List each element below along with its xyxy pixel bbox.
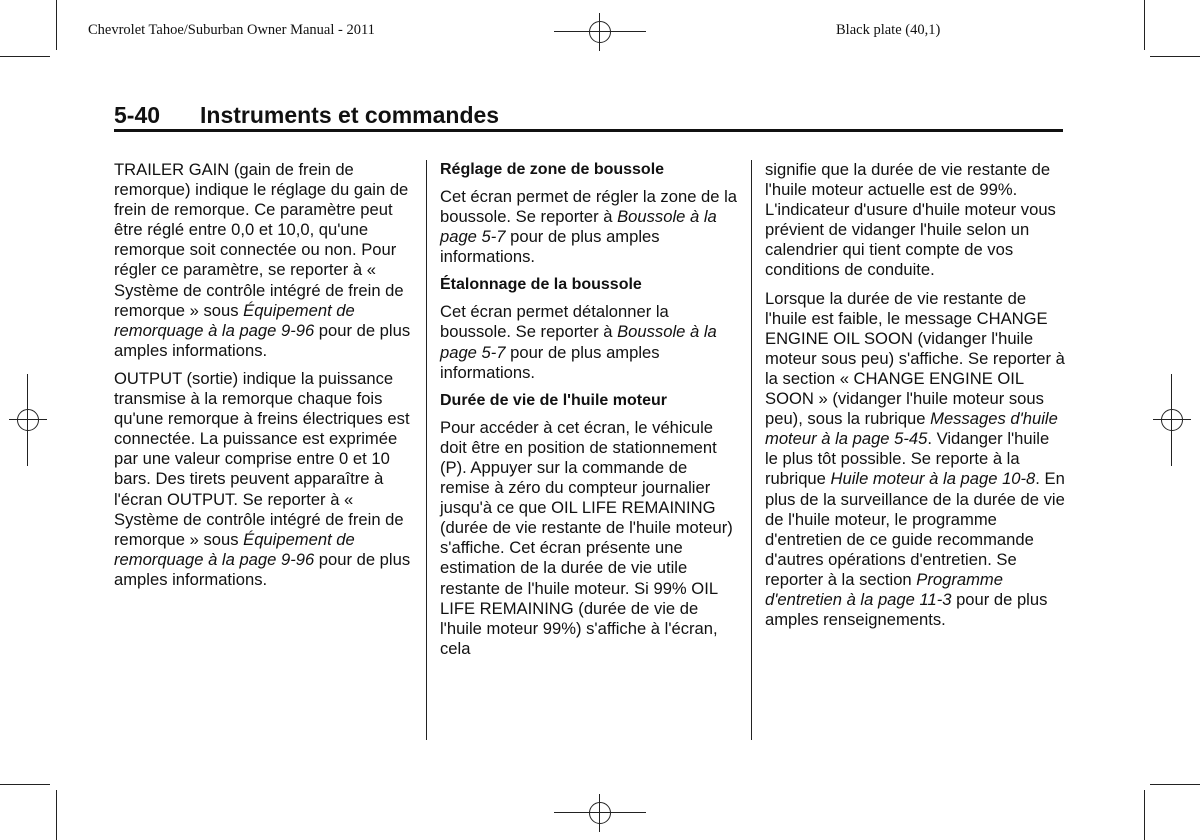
registration-mark-top [581,13,619,51]
registration-mark-left [9,401,47,439]
compass-ref-link-2[interactable]: Boussole à la page 5-7 [440,322,717,362]
compass-calibration-paragraph: Cet écran permet détalonner la boussole. Se reporter à Boussole à la page 5-7 pour de plus amples informations. [440,302,717,382]
oil-messages-ref-link[interactable]: Messages d'huile moteur à la page 5-45 [765,409,1058,449]
heading-rule [114,129,1063,132]
section-title: Instruments et commandes [200,102,500,128]
column-divider-2 [751,160,752,740]
engine-oil-ref-link[interactable]: Huile moteur à la page 10-8 [830,469,1036,489]
registration-line-bottom [554,812,646,813]
registration-line-top [554,31,646,32]
compass-ref-link[interactable]: Boussole à la page 5-7 [440,207,717,247]
manual-title: Chevrolet Tahoe/Suburban Owner Manual - 2011 [88,22,375,38]
registration-line-left [27,374,28,466]
trailer-equipment-ref-link[interactable]: Équipement de remorquage à la page 9-96 [114,300,355,340]
output-paragraph: OUTPUT (sortie) indique la puissance transmise à la remorque chaque fois qu'une remorque à freins électriques est connectée. La puissance est exprimée par une valeur comprise entre 0 et 10 bars. Des tirets peuvent apparaître à l'écran OUTPUT. Se reporter à « Système de contrôle intégré de frein de remorque » sous Équipement de remorquage à la page 9-96 pour de plus amples informations. [114,368,411,589]
oil-life-paragraph: Pour accéder à cet écran, le véhicule doit être en position de stationnement (P). Appuyer sur la commande de remise à zéro du compteur journalier jusqu'à ce que OIL LIFE REMAINING (durée de vie restante de l'huile moteur) s'affiche. Cet écran présente une estimation de la durée de vie utile restante de l'huile moteur. Si 99% OIL LIFE REMAINING (durée de vie de l'huile moteur 99%) s'affiche à l'écran, cela [440,417,733,658]
crop-mark-top-left-h [0,56,50,57]
crop-mark-bottom-right-v [1144,790,1145,840]
registration-mark-bottom [581,794,619,832]
crop-mark-top-right-h [1150,56,1200,57]
crop-mark-bottom-left-h [0,784,50,785]
oil-life-heading: Durée de vie de l'huile moteur [440,391,667,409]
column-1 [114,160,414,598]
crop-mark-top-left-v [56,0,57,50]
page-number: 5-40 [114,102,161,128]
column-3 [765,160,1065,638]
oil-life-continued-paragraph: signifie que la durée de vie restante de l'huile moteur actuelle est de 99%. L'indicateur d'usure d'huile moteur vous prévient de vidanger l'huile selon un calendrier qui tient compte de vos conditions de conduite. [765,160,1056,280]
crop-mark-bottom-left-v [56,790,57,840]
trailer-equipment-ref-link-2[interactable]: Équipement de remorquage à la page 9-96 [114,529,355,569]
page-heading [114,102,499,129]
registration-line-right [1171,374,1172,466]
column-divider-1 [426,160,427,740]
crop-mark-bottom-right-h [1150,784,1200,785]
registration-mark-right [1153,401,1191,439]
compass-zone-heading: Réglage de zone de boussole [440,161,665,178]
compass-zone-paragraph: Cet écran permet de régler la zone de la boussole. Se reporter à Boussole à la page 5-7 pour de plus amples informations. [440,187,738,267]
maintenance-schedule-ref-link[interactable]: Programme d'entretien à la page 11-3 [765,569,1003,609]
compass-calibration-heading: Étalonnage de la boussole [440,276,642,294]
column-2 [440,160,740,667]
crop-mark-top-right-v [1144,0,1145,50]
trailer-gain-paragraph: TRAILER GAIN (gain de frein de remorque) indique le réglage du gain de frein de remorque. Ce paramètre peut être réglé entre 0,0 et 10,0, qu'une remorque soit connectée ou non. Pour régler ce paramètre, se reporter à « Système de contrôle intégré de frein de remorque » sous Équipement de remorquage à la page 9-96 pour de plus amples informations. [114,160,411,360]
change-oil-paragraph: Lorsque la durée de vie restante de l'huile est faible, le message CHANGE ENGINE OIL SOON (vidanger l'huile moteur sous peu) s'affiche. Se reporter à la section « CHANGE ENGINE OIL SOON » (vidanger l'huile moteur sous peu), sous la rubrique Messages d'huile moteur à la page 5-45. Vidanger l'huile le plus tôt possible. Se reporte à la rubrique Huile moteur à la page 10-8. En plus de la surveillance de la durée de vie de l'huile moteur, le programme d'entretien de ce guide recommande d'autres opérations d'entretien. Se reporter à la section Programme d'entretien à la page 11-3 pour de plus amples renseignements. [765,288,1065,630]
plate-label: Black plate (40,1) [836,22,941,38]
